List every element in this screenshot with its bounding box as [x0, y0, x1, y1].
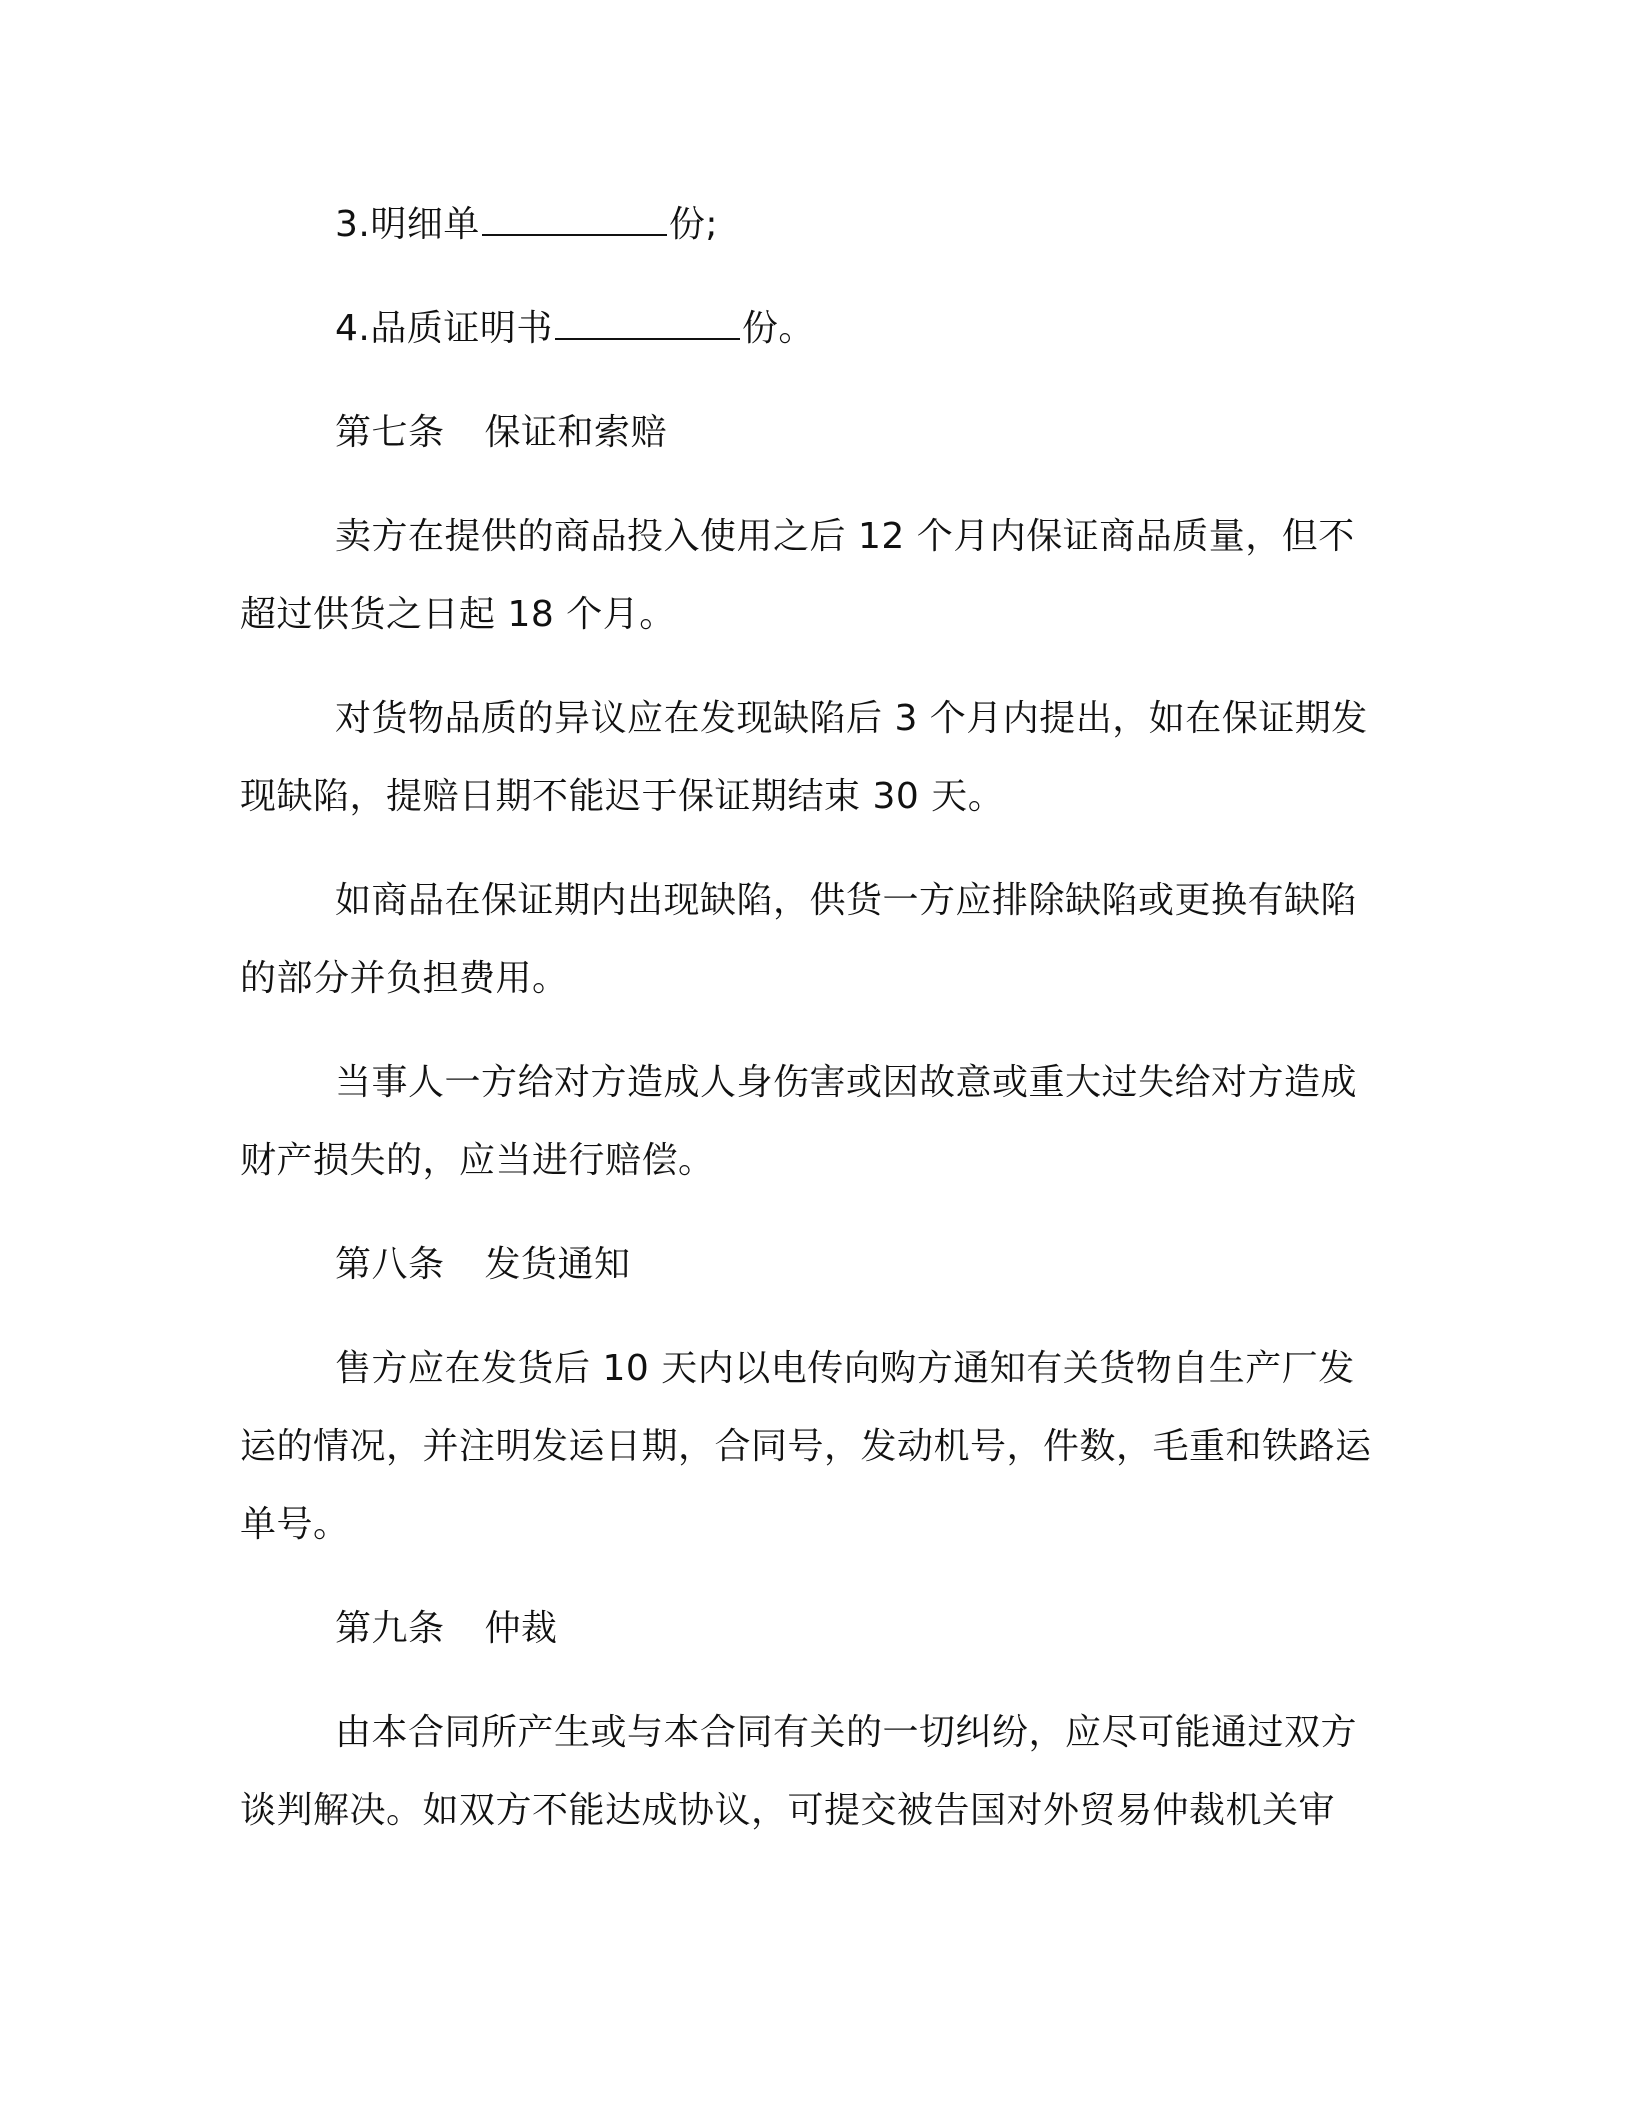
list-item-3-suffix: 份;	[668, 204, 718, 245]
list-item-3-label: 3.明细单	[335, 204, 480, 245]
article-8-number: 第八条	[335, 1244, 445, 1285]
article-9-heading	[240, 1590, 1390, 1668]
article-9-paragraph: 由本合同所产生或与本合同有关的一切纠纷，应尽可能通过双方谈判解决。如双方不能达成协议，可提交被告国对外贸易仲裁机关审	[240, 1712, 1358, 1831]
article-9-number: 第九条	[335, 1608, 445, 1649]
article-8-paragraph: 售方应在发货后 10 天内以电传向购方通知有关货物自生产厂发运的情况，并注明发运日期，合同号，发动机号，件数，毛重和铁路运单号。	[240, 1348, 1372, 1545]
article-7-paragraph: 如商品在保证期内出现缺陷，供货一方应排除缺陷或更换有缺陷的部分并负担费用。	[240, 880, 1358, 999]
article-8-heading	[240, 1226, 1390, 1304]
article-7-heading	[240, 394, 1390, 472]
document-body	[240, 186, 1390, 1850]
list-item-4-label: 4.品质证明书	[335, 308, 553, 349]
article-7-number: 第七条	[335, 412, 445, 453]
article-7-paragraph: 对货物品质的异议应在发现缺陷后 3 个月内提出，如在保证期发现缺陷，提赔日期不能迟于保证期结束 30 天。	[240, 698, 1368, 817]
article-9-title: 仲裁	[484, 1608, 558, 1649]
list-item-4-suffix: 份。	[741, 308, 815, 349]
blank-line	[482, 204, 667, 236]
article-8-title: 发货通知	[484, 1244, 631, 1285]
article-7-paragraph: 当事人一方给对方造成人身伤害或因故意或重大过失给对方造成财产损失的，应当进行赔偿。	[240, 1062, 1358, 1181]
article-7-paragraph: 卖方在提供的商品投入使用之后 12 个月内保证商品质量，但不超过供货之日起 18 个月。	[240, 516, 1355, 635]
article-7-title: 保证和索赔	[484, 412, 668, 453]
blank-line	[555, 308, 740, 340]
list-item-4	[240, 290, 1390, 368]
list-item-3	[240, 186, 1390, 264]
